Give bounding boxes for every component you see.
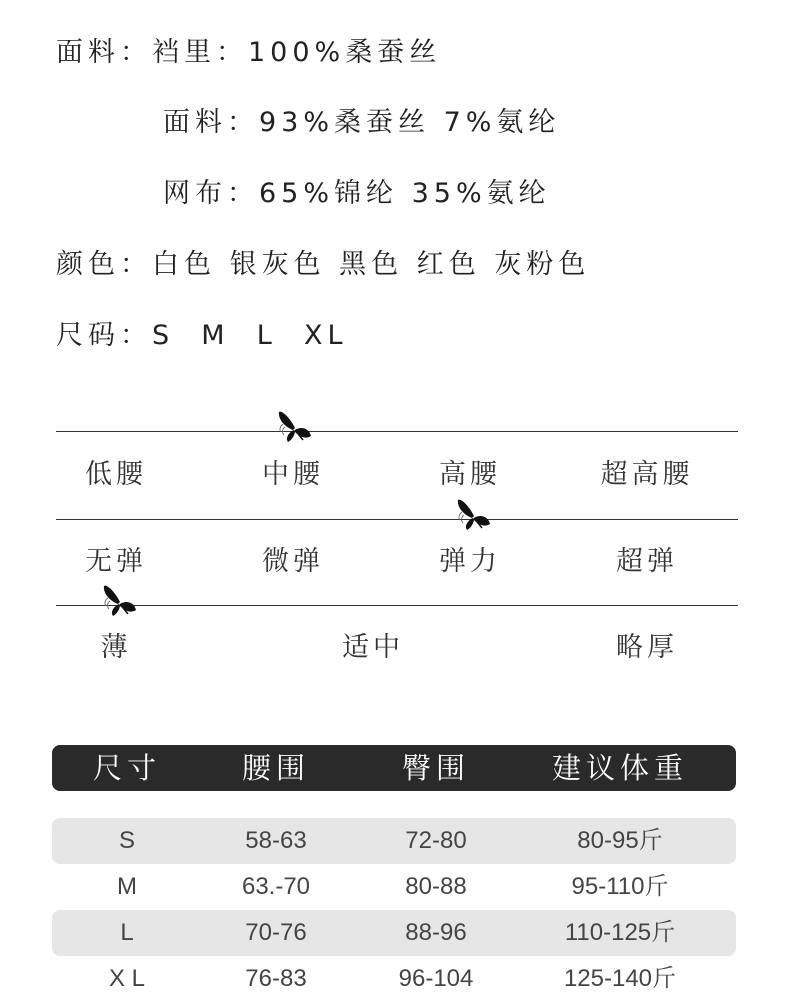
cell-hip: 80-88 [405, 873, 467, 900]
waist-option: 超高腰 [600, 459, 694, 490]
butterfly-icon [454, 494, 494, 534]
header-hip: 臀围 [401, 751, 470, 785]
cell-weight: 110-125斤 [564, 919, 676, 946]
color-line [56, 242, 590, 281]
elasticity-option: 超弹 [616, 546, 678, 577]
elasticity-option: 无弹 [85, 546, 147, 577]
table-row [52, 910, 736, 956]
fabric-value: 100%桑蚕丝 [248, 37, 442, 68]
thickness-option: 薄 [100, 632, 132, 663]
cell-size: S [118, 827, 135, 854]
waist-option: 低腰 [85, 459, 147, 490]
divider [56, 431, 738, 432]
table-row [52, 956, 736, 1002]
header-size: 尺寸 [92, 751, 161, 785]
fabric-sub-label: 裆里： [152, 37, 248, 68]
table-row [52, 818, 736, 864]
elasticity-option: 弹力 [439, 546, 501, 577]
cell-waist: 70-76 [245, 919, 307, 946]
fabric-value: 93%桑蚕丝 7%氨纶 [259, 107, 561, 138]
thickness-option: 略厚 [616, 632, 678, 663]
cell-hip: 88-96 [405, 919, 467, 946]
elasticity-option: 微弹 [262, 546, 324, 577]
fabric-line-1 [56, 30, 441, 69]
fabric-label: 面料： [56, 37, 152, 68]
fabric-value: 65%锦纶 35%氨纶 [259, 178, 551, 209]
cell-waist: 76-83 [245, 965, 307, 992]
header-weight: 建议体重 [551, 751, 688, 785]
cell-weight: 95-110斤 [571, 873, 669, 900]
color-label: 颜色： [56, 249, 152, 280]
cell-weight: 80-95斤 [577, 827, 663, 854]
divider [56, 519, 738, 520]
size-value: S M L XL [152, 320, 348, 351]
cell-size: X L [108, 965, 146, 992]
butterfly-icon [275, 406, 315, 446]
table-row [52, 864, 736, 910]
fabric-line-2 [163, 100, 560, 139]
color-value: 白色 银灰色 黑色 红色 灰粉色 [152, 249, 591, 280]
cell-size: M [117, 873, 137, 900]
divider [56, 605, 738, 606]
waist-option: 中腰 [262, 459, 324, 490]
size-line [56, 313, 348, 352]
cell-size: L [120, 919, 134, 946]
size-table-header [52, 745, 736, 791]
cell-waist: 63.-70 [241, 873, 311, 900]
cell-hip: 72-80 [405, 827, 467, 854]
cell-waist: 58-63 [245, 827, 307, 854]
fabric-sub-label: 网布： [163, 178, 259, 209]
waist-option: 高腰 [439, 459, 501, 490]
header-waist: 腰围 [241, 751, 310, 785]
fabric-sub-label: 面料： [163, 107, 259, 138]
fabric-line-3 [163, 171, 551, 210]
thickness-option: 适中 [342, 632, 404, 663]
cell-hip: 96-104 [398, 965, 474, 992]
butterfly-icon [100, 580, 140, 620]
size-label: 尺码： [56, 320, 152, 351]
cell-weight: 125-140斤 [563, 965, 677, 992]
